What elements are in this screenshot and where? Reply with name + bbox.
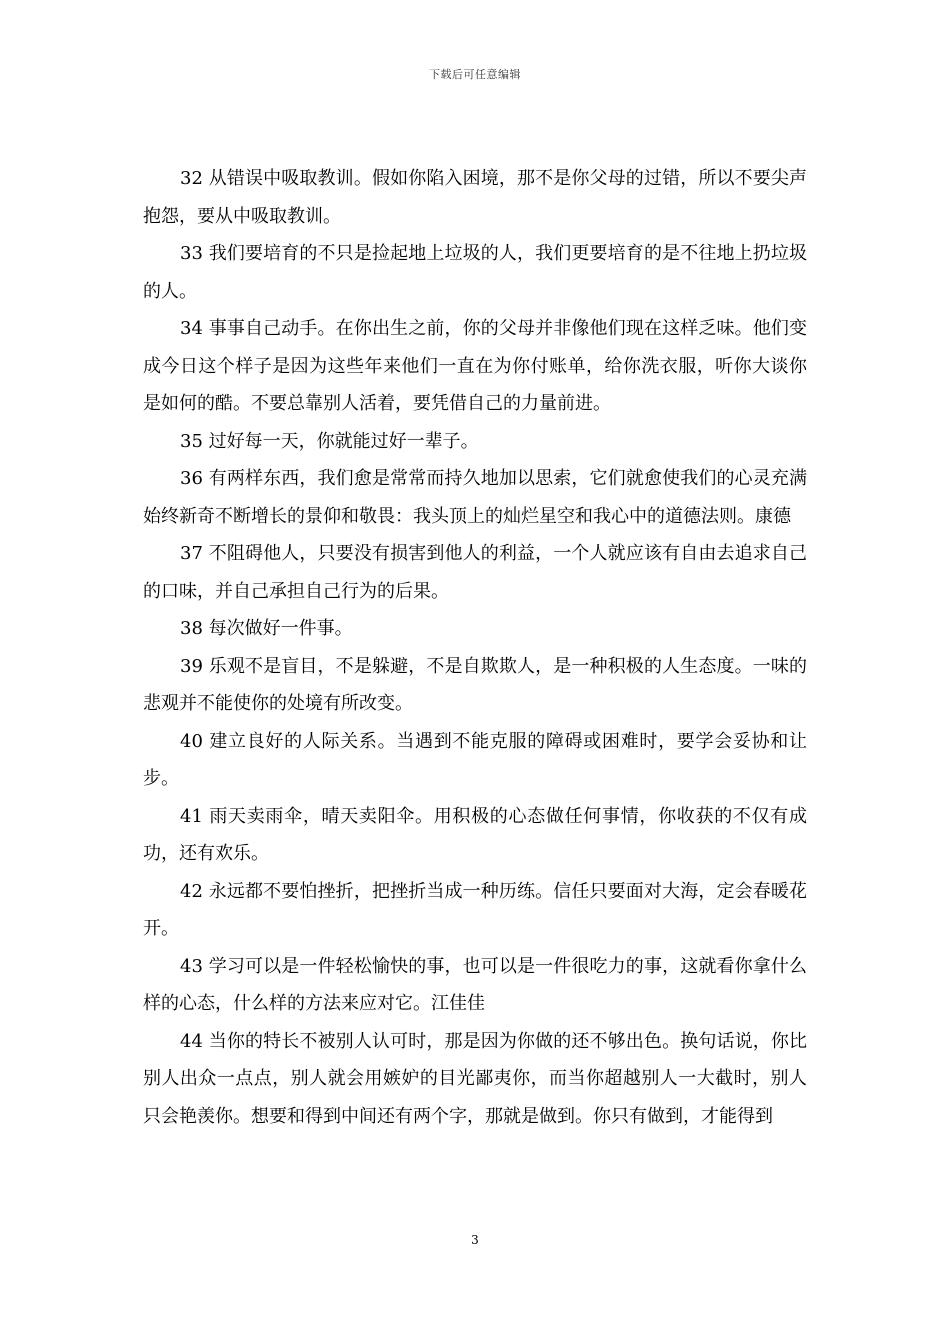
paragraph-35: 35 过好每一天，你就能过好一辈子。 xyxy=(180,430,479,452)
paragraph-36: 36 有两样东西，我们愈是常常而持久地加以思索，它们就愈使我们的心灵充满始终新奇不断增长的景仰和敬畏：我头顶上的灿烂星空和我心中的道德法则。康德 xyxy=(143,468,807,527)
document-body xyxy=(143,160,807,1135)
paragraph-44: 44 当你的特长不被别人认可时，那是因为你做的还不够出色。换句话说，你比别人出众一点点，别人就会用嫉妒的目光鄙夷你，而当你超越别人一大截时，别人只会艳羡你。想要和得到中间还有两个字，那就是做到。你只有做到，才能得到 xyxy=(143,1030,807,1127)
paragraph-33: 33 我们要培育的不只是捡起地上垃圾的人，我们更要培育的是不往地上扔垃圾的人。 xyxy=(143,243,807,302)
page-number: 3 xyxy=(471,1233,479,1247)
paragraph-37: 37 不阻碍他人，只要没有损害到他人的利益，一个人就应该有自由去追求自己的口味，并自己承担自己行为的后果。 xyxy=(143,543,807,602)
page-header: 下载后可任意编辑 xyxy=(429,68,521,81)
paragraph-42: 42 永远都不要怕挫折，把挫折当成一种历练。信任只要面对大海，定会春暖花开。 xyxy=(143,880,807,939)
paragraph-41: 41 雨天卖雨伞，晴天卖阳伞。用积极的心态做任何事情，你收获的不仅有成功，还有欢乐。 xyxy=(143,805,807,864)
paragraph-39: 39 乐观不是盲目，不是躲避，不是自欺欺人，是一种积极的人生态度。一味的悲观并不能使你的处境有所改变。 xyxy=(143,655,807,714)
paragraph-38: 38 每次做好一件事。 xyxy=(180,618,353,639)
paragraph-34: 34 事事自己动手。在你出生之前，你的父母并非像他们现在这样乏味。他们变成今日这个样子是因为这些年来他们一直在为你付账单，给你洗衣服，听你大谈你是如何的酷。不要总靠别人活着，要凭借自己的力量前进。 xyxy=(143,318,807,414)
paragraph-43: 43 学习可以是一件轻松愉快的事，也可以是一件很吃力的事，这就看你拿什么样的心态，什么样的方法来应对它。江佳佳 xyxy=(143,955,807,1014)
paragraph-32: 32 从错误中吸取教训。假如你陷入困境，那不是你父母的过错，所以不要尖声抱怨，要从中吸取教训。 xyxy=(143,168,807,227)
paragraph-40: 40 建立良好的人际关系。当遇到不能克服的障碍或困难时，要学会妥协和让步。 xyxy=(143,730,807,789)
